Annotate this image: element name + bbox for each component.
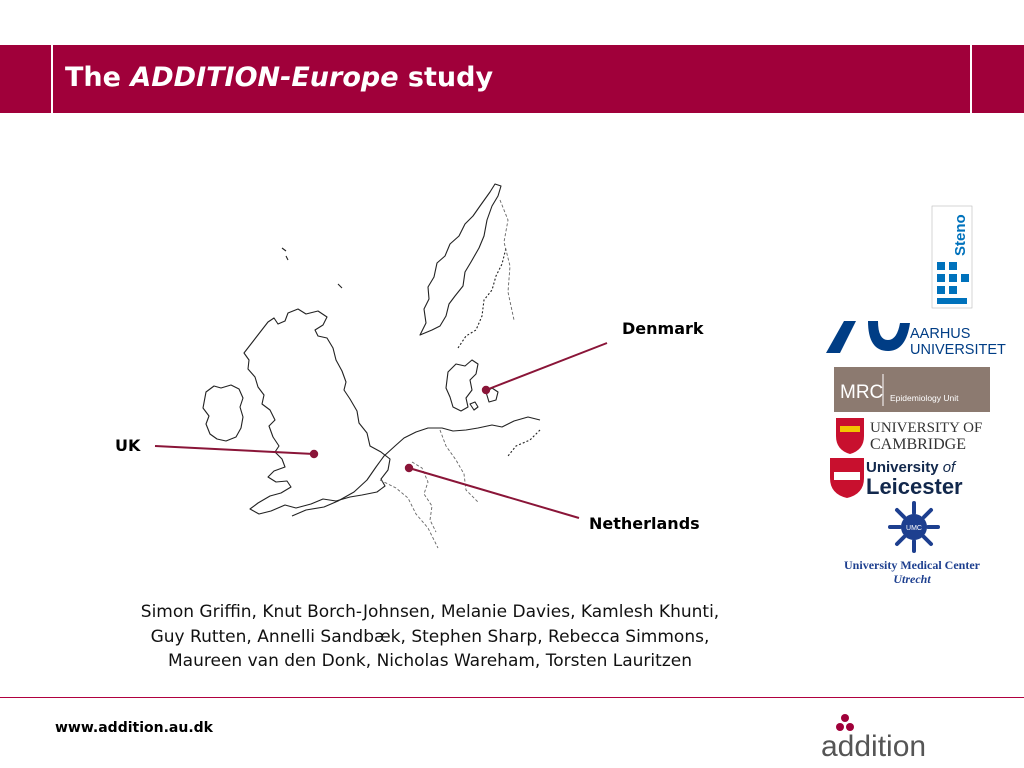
continental-coastline [292, 417, 540, 516]
great-britain-outline [244, 309, 390, 514]
mrc-text: MRC [840, 382, 884, 403]
netherlands-leader-line [409, 468, 579, 518]
denmark-outline [446, 360, 478, 411]
author-list [60, 600, 800, 674]
ireland-outline [203, 385, 243, 441]
addition-logo-dots [836, 714, 854, 731]
umc-line2: Utrecht [893, 572, 931, 586]
aarhus-line2: UNIVERSITET [910, 342, 1006, 358]
uk-leader-line [155, 446, 314, 454]
title-suffix: study [398, 62, 494, 93]
aarhus-line1: AARHUS [910, 326, 971, 342]
denmark-marker [483, 387, 489, 393]
umc-badge-text: UMC [906, 525, 922, 532]
footer-rule [0, 697, 1024, 698]
denmark-leader-line [486, 343, 607, 390]
leicester-line2: Leicester [866, 474, 963, 499]
addition-logo-text: addition [821, 730, 927, 763]
uk-marker [311, 451, 317, 457]
mrc-unit-text: Epidemiology Unit [890, 393, 959, 403]
label-uk: UK [115, 436, 141, 455]
author-line-2: Guy Rutten, Annelli Sandbæk, Stephen Sharp, Rebecca Simmons, [150, 626, 710, 647]
mrc-logo [834, 367, 990, 412]
cambridge-line1: UNIVERSITY OF [870, 420, 983, 436]
umc-utrecht-logo [844, 503, 981, 586]
title-italic: ADDITION-Europe [130, 62, 399, 93]
title-prefix: The [65, 62, 131, 93]
label-netherlands: Netherlands [589, 514, 700, 533]
footer-url-link[interactable]: www.addition.au.dk [55, 720, 213, 736]
addition-logo [815, 708, 965, 763]
leicester-logo [830, 458, 963, 499]
partner-logos [820, 200, 1010, 595]
cambridge-logo [836, 418, 982, 454]
author-line-3: Maureen van den Donk, Nicholas Wareham, Torsten Lauritzen [168, 651, 692, 671]
aarhus-university-logo [826, 321, 1006, 358]
norway-outline [420, 184, 501, 335]
steno-logo [932, 206, 972, 308]
cambridge-line2: CAMBRIDGE [870, 436, 967, 453]
umc-line1: University Medical Center [844, 558, 980, 572]
steno-logo-text: Steno [952, 214, 969, 256]
author-line-1: Simon Griffin, Knut Borch-Johnsen, Melanie Davies, Kamlesh Khunti, [140, 602, 720, 622]
label-denmark: Denmark [622, 319, 704, 338]
netherlands-marker [406, 465, 412, 471]
leicester-line1: University of [866, 459, 956, 476]
